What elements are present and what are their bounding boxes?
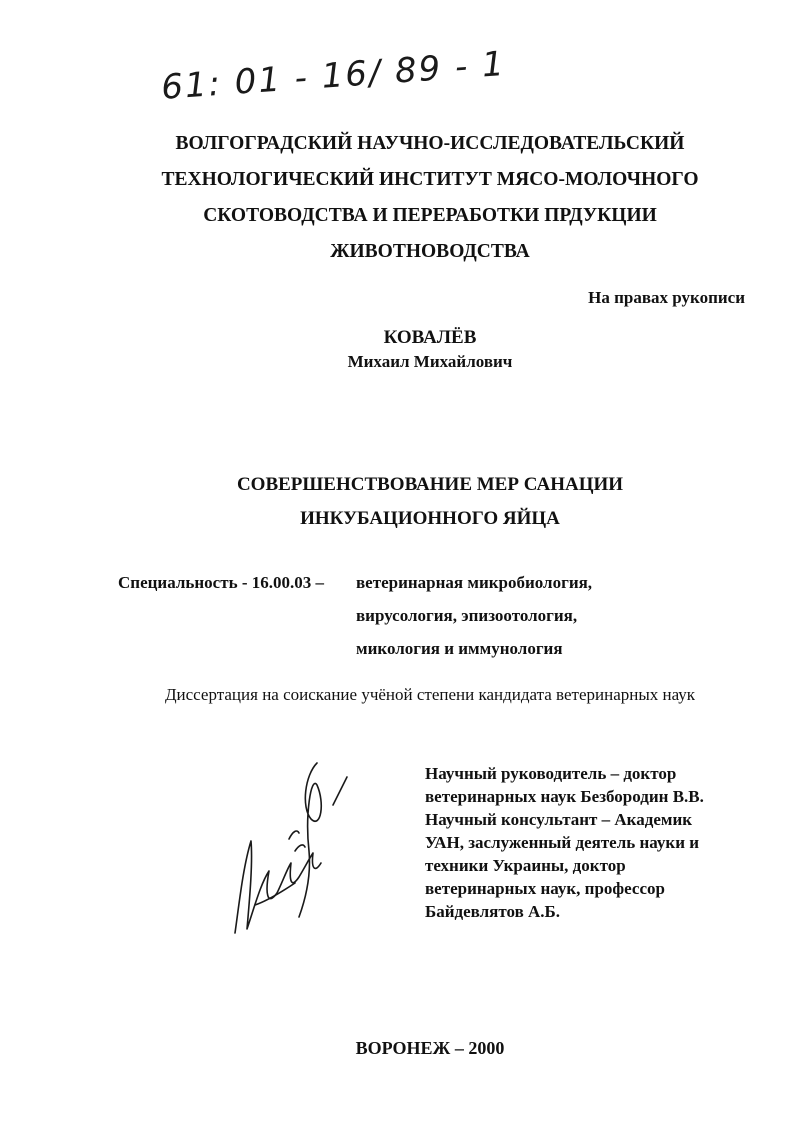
degree-statement: Диссертация на соискание учёной степени кандидата ветеринарных наук bbox=[164, 685, 696, 704]
handwritten-signature-icon bbox=[225, 755, 365, 940]
supervisor-line: УАН, заслуженный деятель науки и bbox=[425, 833, 700, 852]
supervisor-line: ветеринарных наук Безбородин В.В. bbox=[425, 787, 704, 806]
dissertation-title bbox=[180, 468, 680, 536]
title-line: ИНКУБАЦИОННОГО ЯЙЦА bbox=[300, 508, 560, 529]
supervisor-line: Научный руководитель – доктор bbox=[425, 764, 677, 783]
institution-line: ЖИВОТНОВОДСТВА bbox=[330, 241, 530, 262]
author-given-names: Михаил Михайлович bbox=[347, 352, 513, 371]
city-year: ВОРОНЕЖ – 2000 bbox=[355, 1038, 505, 1058]
specialty-description bbox=[356, 566, 592, 665]
specialty-line: микология и иммунология bbox=[356, 639, 563, 658]
specialty-label: Специальность - 16.00.03 – bbox=[118, 573, 324, 592]
author-block bbox=[280, 326, 580, 374]
institution-name bbox=[100, 126, 760, 270]
supervisor-line: техники Украины, доктор bbox=[425, 856, 626, 875]
supervisor-line: ветеринарных наук, профессор bbox=[425, 879, 665, 898]
institution-line: ВОЛГОГРАДСКИЙ НАУЧНО-ИССЛЕДОВАТЕЛЬСКИЙ bbox=[175, 133, 685, 154]
specialty-line: вирусология, эпизоотология, bbox=[356, 606, 578, 625]
institution-line: ТЕХНОЛОГИЧЕСКИЙ ИНСТИТУТ МЯСО-МОЛОЧНОГО bbox=[161, 169, 699, 190]
title-line: СОВЕРШЕНСТВОВАНИЕ МЕР САНАЦИИ bbox=[236, 474, 624, 495]
supervisors-block bbox=[425, 762, 704, 923]
archive-number: 61: 01 - 16/ 89 - 1 bbox=[160, 43, 507, 108]
institution-line: СКОТОВОДСТВА И ПЕРЕРАБОТКИ ПРДУКЦИИ bbox=[203, 205, 657, 226]
manuscript-rights: На правах рукописи bbox=[588, 288, 745, 307]
supervisor-line: Научный консультант – Академик bbox=[425, 810, 693, 829]
specialty-line: ветеринарная микробиология, bbox=[356, 573, 593, 592]
supervisor-line: Байдевлятов А.Б. bbox=[425, 902, 561, 921]
author-surname: КОВАЛЁВ bbox=[383, 327, 477, 348]
